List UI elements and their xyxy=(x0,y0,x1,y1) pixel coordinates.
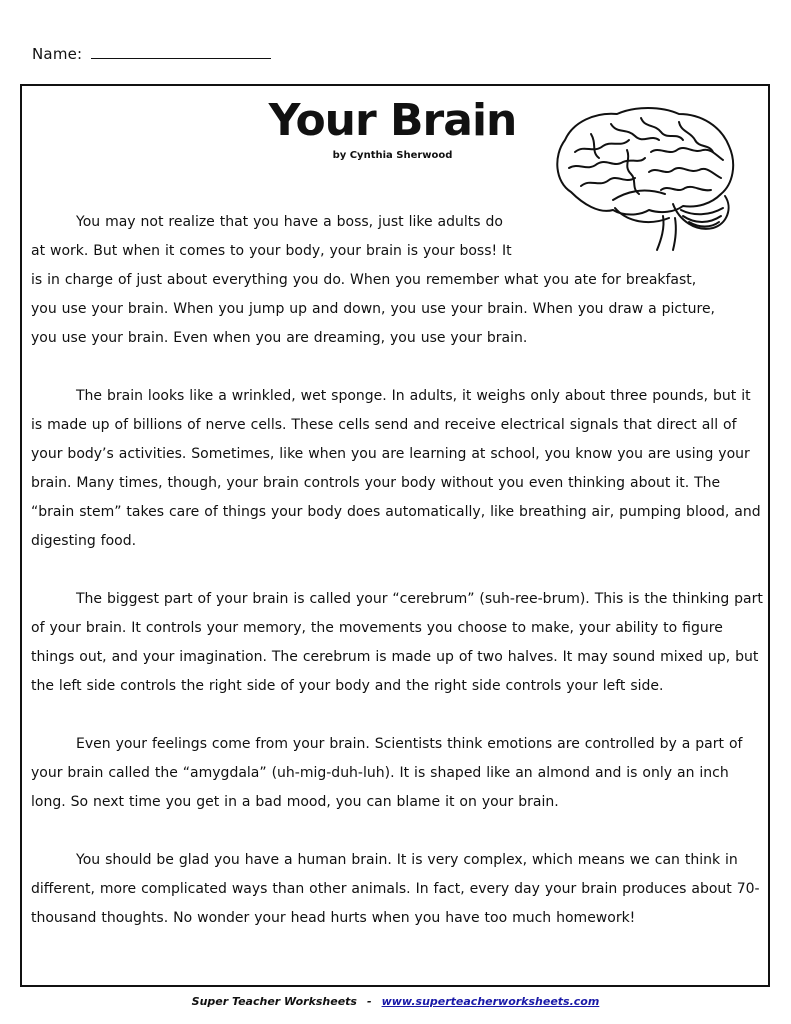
paragraph-4: Even your feelings come from your brain. Scientists think emotions are controlled by a part of your brain called the “amygdala” (uh-mig-duh-luh). It is shaped like an almond and is only an inch long. So next time you get in a bad mood, you can blame it on your brain. xyxy=(31,736,743,810)
footer xyxy=(0,995,791,1008)
page-title: Your Brain xyxy=(268,95,517,146)
paragraph-1-line-5: you use your brain. Even when you are dreaming, you use your brain. xyxy=(31,330,528,346)
name-label: Name: xyxy=(32,45,88,63)
paragraph-2: The brain looks like a wrinkled, wet sponge. In adults, it weighs only about three pounds, but it is made up of billions of nerve cells. These cells send and receive electrical signals that direct all of your body’s activities. Sometimes, like when you are learning at school, you know you are using your brain. Many times, though, your brain controls your body without you even thinking about it. The “brain stem” takes care of things your body does automatically, like breathing air, pumping blood, and digesting food. xyxy=(31,388,761,549)
paragraph-1-continued xyxy=(31,237,766,353)
footer-brand: Super Teacher Worksheets xyxy=(191,995,357,1008)
footer-link[interactable]: www.superteacherworksheets.com xyxy=(381,995,600,1008)
name-field[interactable] xyxy=(91,44,271,59)
paragraph-1-line-1: You may not realize that you have a boss, just like adults do xyxy=(76,214,503,230)
story-text xyxy=(31,208,766,962)
paragraph-1-line-2: at work. But when it comes to your body, your brain is your boss! It xyxy=(31,243,512,259)
byline: by Cynthia Sherwood xyxy=(332,150,453,161)
paragraph-1-line-3: is in charge of just about everything you do. When you remember what you ate for breakfast, xyxy=(31,272,697,288)
paragraph-1-line-4: you use your brain. When you jump up and down, you use your brain. When you draw a picture, xyxy=(31,301,716,317)
paragraph-3: The biggest part of your brain is called your “cerebrum” (suh-ree-brum). This is the thinking part of your brain. It controls your memory, the movements you choose to make, your ability to figure things out, and your imagination. The cerebrum is made up of two halves. It may sound mixed up, but the left side controls the right side of your body and the right side controls your left side. xyxy=(31,591,763,694)
paragraph-5: You should be glad you have a human brain. It is very complex, which means we can think in different, more complicated ways than other animals. In fact, every day your brain produces about 70-thousand thoughts. No wonder your head hurts when you have too much homework! xyxy=(31,852,760,926)
paragraph-1 xyxy=(31,208,531,237)
name-row xyxy=(32,44,271,63)
footer-separator: - xyxy=(366,995,372,1008)
